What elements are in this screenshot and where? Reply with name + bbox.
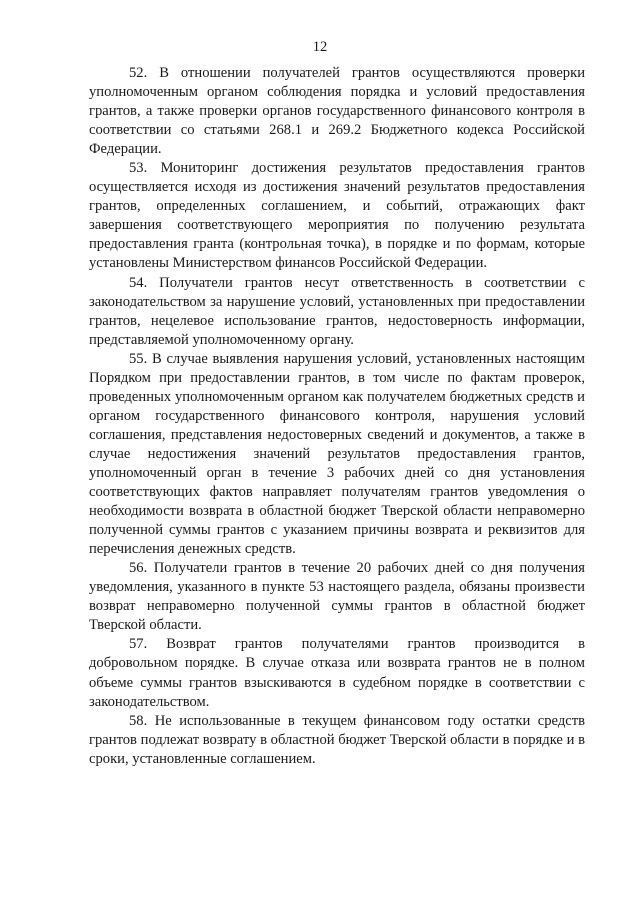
paragraph-57: 57. Возврат грантов получателями грантов производится в добровольном порядке. В случае отказа или возврата грантов не в полном объеме суммы грантов взыскиваются в судебном порядке в соответствии с законодательством. (89, 636, 585, 710)
document-body (89, 64, 585, 769)
paragraph-56: 56. Получатели грантов в течение 20 рабочих дней со дня получения уведомления, указанного в пункте 53 настоящего раздела, обязаны произвести возврат неправомерно полученной суммы грантов в областной бюджет Тверской области. (89, 560, 585, 634)
paragraph-54: 54. Получатели грантов несут ответственность в соответствии с законодательством за нарушение условий, установленных при предоставлении грантов, нецелевое использование грантов, недостоверность информации, представляемой уполномоченному органу. (89, 274, 585, 348)
paragraph-53: 53. Мониторинг достижения результатов предоставления грантов осуществляется исходя из достижения значений результатов предоставления грантов, определенных соглашением, и событий, отражающих факт завершения соответствующего мероприятия по получению результата предоставления гранта (контрольная точка), в порядке и по формам, которые установлены Министерством финансов Российской Федерации. (89, 160, 585, 272)
paragraph-52: 52. В отношении получателей грантов осуществляются проверки уполномоченным органом соблюдения порядка и условий предоставления грантов, а также проверки органов государственного финансового контроля в соответствии со статьями 268.1 и 269.2 Бюджетного кодекса Российской Федерации. (89, 65, 585, 158)
page-number: 12 (312, 39, 328, 55)
paragraph-58: 58. Не использованные в текущем финансовом году остатки средств грантов подлежат возврату в областной бюджет Тверской области в порядке и в сроки, установленные соглашением. (89, 712, 585, 767)
paragraph-55: 55. В случае выявления нарушения условий, установленных настоящим Порядком при предоставлении грантов, в том числе по фактам проверок, проведенных уполномоченным органом как получателем бюджетных средств и органом государственного финансового контроля, нарушения условий соглашения, представления недостоверных сведений и документов, а также в случае недостижения значений результатов предоставления грантов, уполномоченный орган в течение 3 рабочих дней со дня установления соответствующих фактов направляет получателям грантов уведомления о необходимости возврата в областной бюджет Тверской области неправомерно полученной суммы грантов с указанием причины возврата и реквизитов для перечисления денежных средств. (89, 350, 585, 558)
